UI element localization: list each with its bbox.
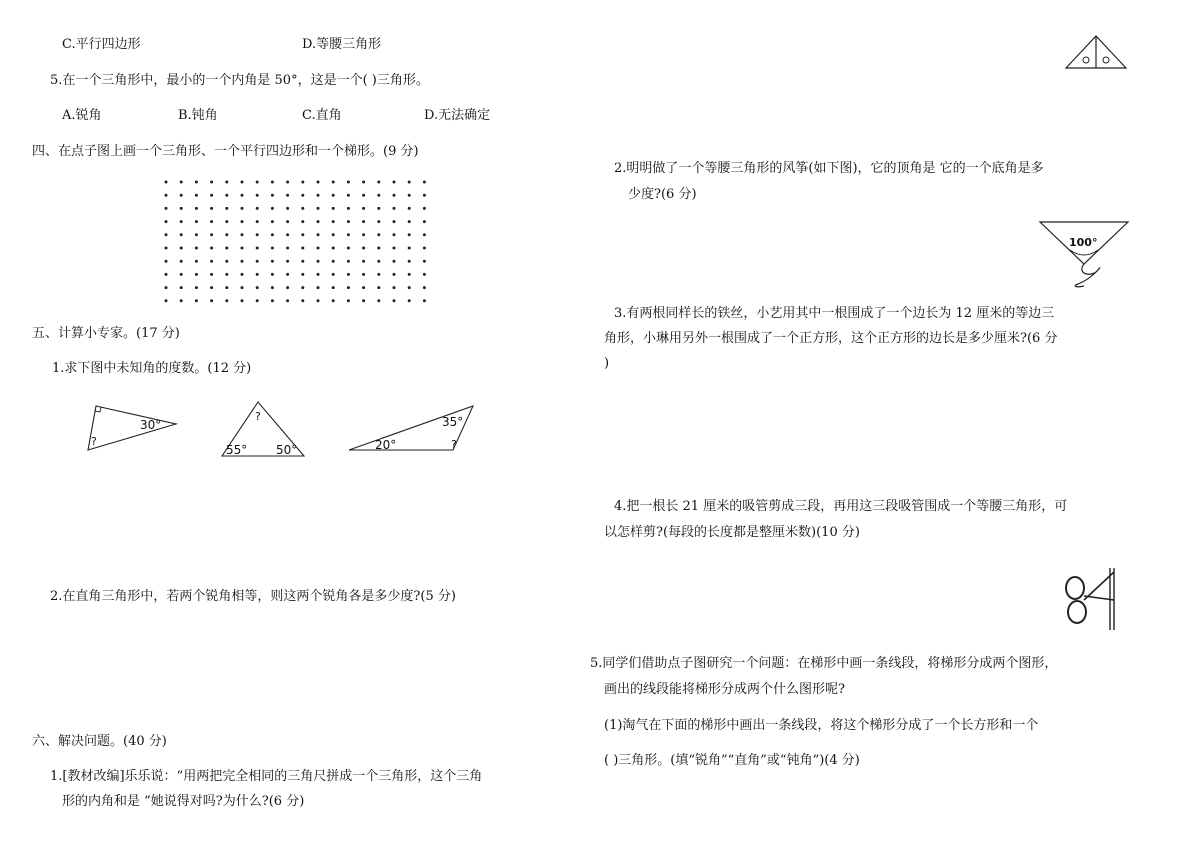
grid-dot	[423, 220, 426, 223]
grid-dot	[271, 299, 274, 302]
grid-dot	[241, 194, 244, 197]
grid-dot	[362, 260, 365, 263]
grid-dot	[408, 181, 411, 184]
kite-angle-label: 100°	[1069, 236, 1098, 249]
grid-dot	[393, 260, 396, 263]
grid-dot	[256, 181, 259, 184]
grid-dot	[165, 286, 168, 289]
grid-dot	[377, 207, 380, 210]
section-6-q1-line1: 1.[教材改编]乐乐说：“用两把完全相同的三角尺拼成一个三角形，这个三角	[50, 769, 483, 784]
grid-dot	[377, 233, 380, 236]
grid-dot	[393, 207, 396, 210]
grid-dot	[165, 220, 168, 223]
grid-dot	[332, 220, 335, 223]
grid-dot	[408, 273, 411, 276]
grid-dot	[180, 207, 183, 210]
dot-grid[interactable]	[160, 176, 432, 302]
grid-dot	[301, 299, 304, 302]
grid-dot	[393, 181, 396, 184]
grid-dot	[225, 260, 228, 263]
grid-dot	[271, 233, 274, 236]
grid-dot	[241, 273, 244, 276]
grid-dot	[301, 181, 304, 184]
grid-dot	[423, 247, 426, 250]
grid-dot	[362, 220, 365, 223]
grid-dot	[286, 233, 289, 236]
grid-dot	[332, 273, 335, 276]
grid-dot	[301, 233, 304, 236]
grid-dot	[377, 273, 380, 276]
grid-dot	[286, 207, 289, 210]
grid-dot	[241, 207, 244, 210]
grid-dot	[241, 299, 244, 302]
grid-dot	[180, 233, 183, 236]
grid-dot	[362, 207, 365, 210]
grid-dot	[286, 260, 289, 263]
section-6-q1-line2: 形的内角和是 ”她说得对吗?为什么?(6 分)	[62, 794, 305, 809]
grid-dot	[165, 260, 168, 263]
scissors-icon	[1062, 566, 1120, 632]
grid-dot	[332, 181, 335, 184]
grid-dot	[241, 247, 244, 250]
grid-dot	[256, 260, 259, 263]
grid-dot	[210, 299, 213, 302]
grid-dot	[286, 194, 289, 197]
grid-dot	[347, 247, 350, 250]
grid-dot	[195, 247, 198, 250]
triangle-1-angle-label: 30°	[140, 418, 162, 432]
grid-dot	[423, 181, 426, 184]
grid-dot	[256, 286, 259, 289]
grid-dot	[225, 247, 228, 250]
triangle-2-right-label: 50°	[276, 443, 298, 457]
grid-dot	[317, 299, 320, 302]
grid-dot	[225, 273, 228, 276]
triangle-2-top-label: ?	[255, 410, 261, 423]
grid-dot	[332, 247, 335, 250]
grid-dot	[377, 260, 380, 263]
grid-dot	[377, 220, 380, 223]
grid-dot	[241, 181, 244, 184]
triangle-figure-1	[80, 400, 180, 455]
grid-dot	[408, 233, 411, 236]
grid-dot	[225, 220, 228, 223]
grid-dot	[347, 233, 350, 236]
triangle-3-unknown-label: ?	[451, 438, 457, 451]
grid-dot	[393, 273, 396, 276]
grid-dot	[393, 286, 396, 289]
grid-dot	[362, 299, 365, 302]
grid-dot	[195, 233, 198, 236]
set-square-figure	[1062, 32, 1130, 72]
grid-dot	[347, 286, 350, 289]
grid-dot	[317, 286, 320, 289]
grid-dot	[195, 286, 198, 289]
q5-option-d: D.无法确定	[424, 108, 491, 123]
grid-dot	[225, 233, 228, 236]
grid-dot	[195, 194, 198, 197]
grid-dot	[301, 247, 304, 250]
grid-dot	[180, 220, 183, 223]
grid-dot	[165, 194, 168, 197]
grid-dot	[165, 273, 168, 276]
grid-dot	[347, 207, 350, 210]
grid-dot	[317, 207, 320, 210]
grid-dot	[165, 233, 168, 236]
grid-dot	[210, 220, 213, 223]
right-q3-line2: 角形，小琳用另外一根围成了一个正方形，这个正方形的边长是多少厘米?(6 分	[604, 331, 1058, 346]
grid-dot	[256, 247, 259, 250]
right-q4-line2: 以怎样剪?(每段的长度都是整厘米数)(10 分)	[604, 525, 860, 540]
grid-dot	[180, 194, 183, 197]
grid-dot	[362, 233, 365, 236]
triangle-figure-2	[218, 398, 310, 460]
grid-dot	[377, 286, 380, 289]
grid-dot	[377, 299, 380, 302]
grid-dot	[271, 273, 274, 276]
grid-dot	[195, 260, 198, 263]
grid-dot	[241, 233, 244, 236]
grid-dot	[271, 207, 274, 210]
right-q2-line1: 2.明明做了一个等腰三角形的风筝(如下图)，它的顶角是 它的一个底角是多	[614, 161, 1044, 176]
section-5-q2: 2.在直角三角形中，若两个锐角相等，则这两个锐角各是多少度?(5 分)	[50, 589, 456, 604]
grid-dot	[362, 194, 365, 197]
grid-dot	[423, 233, 426, 236]
grid-dot	[271, 286, 274, 289]
grid-dot	[286, 247, 289, 250]
grid-dot	[210, 247, 213, 250]
grid-dot	[317, 247, 320, 250]
right-q5-sub1: (1)淘气在下面的梯形中画出一条线段，将这个梯形分成了一个长方形和一个	[604, 718, 1039, 733]
right-q4-line1: 4.把一根长 21 厘米的吸管剪成三段，再用这三段吸管围成一个等腰三角形，可	[614, 499, 1068, 514]
grid-dot	[180, 181, 183, 184]
grid-dot	[317, 181, 320, 184]
grid-dot	[423, 207, 426, 210]
grid-dot	[225, 299, 228, 302]
grid-dot	[423, 286, 426, 289]
grid-dot	[408, 207, 411, 210]
grid-dot	[225, 207, 228, 210]
grid-dot	[225, 286, 228, 289]
grid-dot	[423, 299, 426, 302]
grid-dot	[347, 260, 350, 263]
grid-dot	[210, 194, 213, 197]
grid-dot	[377, 247, 380, 250]
grid-dot	[393, 233, 396, 236]
section-5-title: 五、计算小专家。(17 分)	[32, 326, 180, 341]
triangle-figure-3	[345, 402, 480, 457]
q4-option-d: D.等腰三角形	[302, 37, 382, 52]
right-q5-line2: 画出的线段能将梯形分成两个什么图形呢?	[604, 682, 845, 697]
grid-dot	[180, 247, 183, 250]
grid-dot	[241, 260, 244, 263]
grid-dot	[271, 247, 274, 250]
q5-stem: 5.在一个三角形中，最小的一个内角是 50°，这是一个( )三角形。	[50, 73, 429, 88]
grid-dot	[301, 260, 304, 263]
grid-dot	[241, 220, 244, 223]
grid-dot	[408, 299, 411, 302]
grid-dot	[393, 194, 396, 197]
grid-dot	[210, 260, 213, 263]
right-q2-line2: 少度?(6 分)	[628, 187, 697, 202]
grid-dot	[393, 247, 396, 250]
grid-dot	[165, 181, 168, 184]
grid-dot	[362, 181, 365, 184]
grid-dot	[332, 207, 335, 210]
section-6-title: 六、解决问题。(40 分)	[32, 734, 167, 749]
right-q3-line1: 3.有两根同样长的铁丝，小艺用其中一根围成了一个边长为 12 厘米的等边三	[614, 306, 1055, 321]
grid-dot	[180, 273, 183, 276]
grid-dot	[301, 286, 304, 289]
grid-dot	[271, 220, 274, 223]
grid-dot	[301, 207, 304, 210]
grid-dot	[256, 299, 259, 302]
grid-dot	[332, 299, 335, 302]
grid-dot	[347, 299, 350, 302]
grid-dot	[393, 299, 396, 302]
grid-dot	[165, 299, 168, 302]
grid-dot	[195, 207, 198, 210]
grid-dot	[332, 260, 335, 263]
grid-dot	[423, 194, 426, 197]
grid-dot	[332, 286, 335, 289]
grid-dot	[256, 273, 259, 276]
triangle-3-top-label: 35°	[442, 415, 464, 429]
grid-dot	[225, 194, 228, 197]
grid-dot	[362, 286, 365, 289]
grid-dot	[256, 233, 259, 236]
grid-dot	[301, 220, 304, 223]
grid-dot	[332, 233, 335, 236]
grid-dot	[362, 273, 365, 276]
grid-dot	[408, 220, 411, 223]
grid-dot	[301, 194, 304, 197]
grid-dot	[256, 207, 259, 210]
grid-dot	[195, 273, 198, 276]
grid-dot	[301, 273, 304, 276]
grid-dot	[286, 273, 289, 276]
grid-dot	[347, 194, 350, 197]
grid-dot	[393, 220, 396, 223]
right-q5-sub2: ( )三角形。(填“锐角”“直角”或“钝角”)(4 分)	[604, 753, 860, 768]
triangle-3-left-label: 20°	[375, 438, 397, 452]
grid-dot	[377, 194, 380, 197]
grid-dot	[271, 181, 274, 184]
grid-dot	[195, 181, 198, 184]
q5-option-c: C.直角	[302, 108, 342, 123]
q4-option-c: C.平行四边形	[62, 37, 141, 52]
triangle-1-unknown-label: ?	[91, 435, 97, 448]
grid-dot	[347, 220, 350, 223]
section-4-title: 四、在点子图上画一个三角形、一个平行四边形和一个梯形。(9 分)	[32, 144, 419, 159]
grid-dot	[347, 273, 350, 276]
grid-dot	[286, 299, 289, 302]
grid-dot	[408, 286, 411, 289]
grid-dot	[210, 273, 213, 276]
q5-option-a: A.锐角	[62, 108, 102, 123]
grid-dot	[362, 247, 365, 250]
grid-dot	[195, 299, 198, 302]
grid-dot	[256, 220, 259, 223]
grid-dot	[210, 181, 213, 184]
grid-dot	[256, 194, 259, 197]
grid-dot	[423, 260, 426, 263]
grid-dot	[271, 260, 274, 263]
grid-dot	[195, 220, 198, 223]
right-q5-line1: 5.同学们借助点子图研究一个问题：在梯形中画一条线段，将梯形分成两个图形，	[590, 656, 1058, 671]
grid-dot	[423, 273, 426, 276]
grid-dot	[347, 181, 350, 184]
grid-dot	[286, 181, 289, 184]
grid-dot	[180, 260, 183, 263]
q5-option-b: B.钝角	[178, 108, 218, 123]
grid-dot	[225, 181, 228, 184]
grid-dot	[180, 286, 183, 289]
grid-dot	[286, 220, 289, 223]
grid-dot	[317, 233, 320, 236]
grid-dot	[210, 233, 213, 236]
right-q3-line3: )	[604, 356, 610, 371]
grid-dot	[241, 286, 244, 289]
grid-dot	[165, 207, 168, 210]
grid-dot	[271, 194, 274, 197]
grid-dot	[317, 273, 320, 276]
grid-dot	[408, 260, 411, 263]
grid-dot	[377, 181, 380, 184]
grid-dot	[180, 299, 183, 302]
grid-dot	[332, 194, 335, 197]
grid-dot	[165, 247, 168, 250]
section-5-q1: 1.求下图中未知角的度数。(12 分)	[52, 361, 252, 376]
grid-dot	[408, 194, 411, 197]
grid-dot	[210, 286, 213, 289]
triangle-2-left-label: 55°	[226, 443, 248, 457]
grid-dot	[408, 247, 411, 250]
grid-dot	[317, 260, 320, 263]
grid-dot	[210, 207, 213, 210]
grid-dot	[286, 286, 289, 289]
grid-dot	[317, 220, 320, 223]
grid-dot	[317, 194, 320, 197]
kite-figure	[1036, 218, 1132, 290]
